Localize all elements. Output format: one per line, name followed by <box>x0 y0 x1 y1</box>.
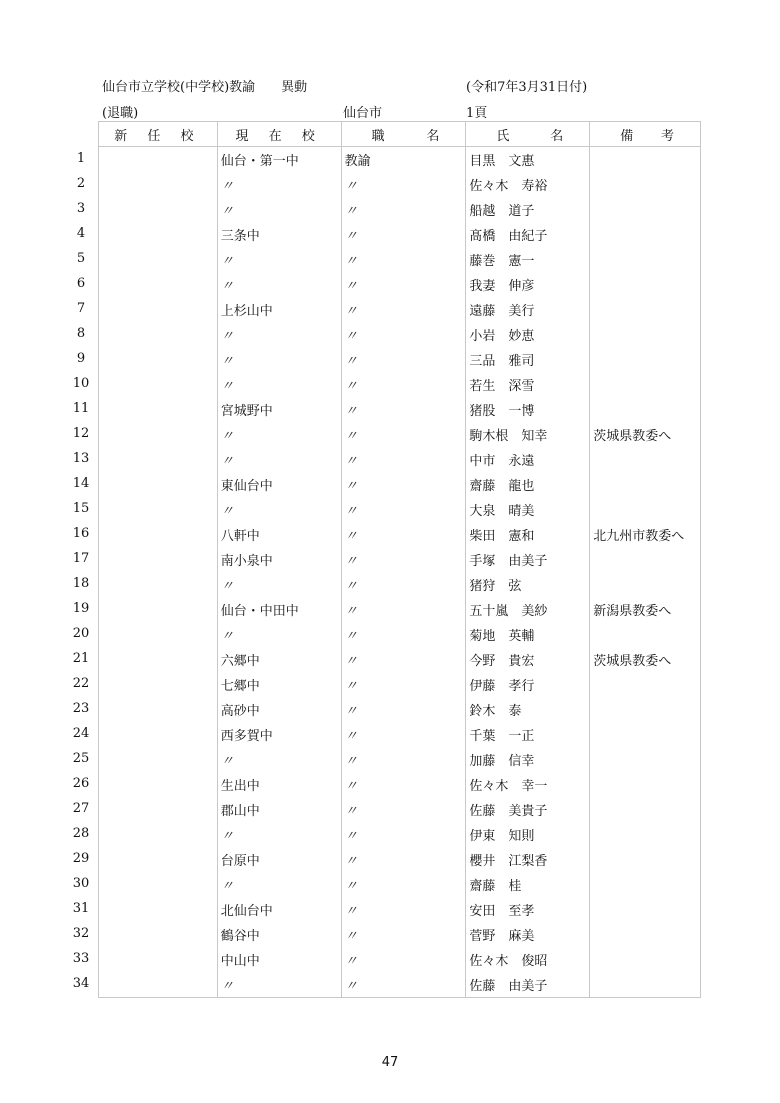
table-row <box>99 572 701 597</box>
row-number: 33 <box>72 951 90 966</box>
page-number: 47 <box>381 1055 399 1070</box>
cell-remarks <box>590 472 701 497</box>
cell-remarks <box>590 547 701 572</box>
cell-position: 〃 <box>341 972 466 998</box>
cell-current-school: 上杉山中 <box>217 297 341 322</box>
table-row <box>99 972 701 998</box>
cell-name: 我妻 伸彦 <box>466 272 590 297</box>
cell-name: 鈴木 泰 <box>466 697 590 722</box>
cell-name: 大泉 晴美 <box>466 497 590 522</box>
cell-new-school <box>99 397 218 422</box>
cell-position: 〃 <box>341 622 466 647</box>
cell-current-school: 〃 <box>217 447 341 472</box>
row-number: 34 <box>72 976 90 991</box>
cell-remarks <box>590 672 701 697</box>
cell-position: 〃 <box>341 372 466 397</box>
table-row <box>99 147 701 173</box>
cell-current-school: 〃 <box>217 622 341 647</box>
cell-position: 〃 <box>341 772 466 797</box>
row-number: 22 <box>72 676 90 691</box>
table-row <box>99 747 701 772</box>
cell-name: 安田 至孝 <box>466 897 590 922</box>
cell-name: 菅野 麻美 <box>466 922 590 947</box>
row-number: 24 <box>72 726 90 741</box>
cell-current-school: 東仙台中 <box>217 472 341 497</box>
cell-name: 櫻井 江梨香 <box>466 847 590 872</box>
row-number: 28 <box>72 826 90 841</box>
table-row <box>99 922 701 947</box>
cell-remarks <box>590 447 701 472</box>
row-number: 25 <box>72 751 90 766</box>
cell-remarks <box>590 172 701 197</box>
cell-current-school: 台原中 <box>217 847 341 872</box>
row-number: 8 <box>76 326 86 341</box>
cell-new-school <box>99 247 218 272</box>
cell-position: 〃 <box>341 222 466 247</box>
cell-current-school: 郡山中 <box>217 797 341 822</box>
cell-name: 船越 道子 <box>466 197 590 222</box>
cell-remarks <box>590 947 701 972</box>
table-row <box>99 722 701 747</box>
cell-remarks <box>590 772 701 797</box>
cell-remarks <box>590 722 701 747</box>
table-row <box>99 447 701 472</box>
cell-remarks <box>590 272 701 297</box>
cell-position: 〃 <box>341 347 466 372</box>
row-number: 19 <box>72 601 90 616</box>
cell-current-school: 〃 <box>217 872 341 897</box>
row-number: 1 <box>76 151 86 166</box>
cell-position: 〃 <box>341 297 466 322</box>
cell-current-school: 〃 <box>217 422 341 447</box>
cell-new-school <box>99 472 218 497</box>
cell-name: 佐々木 俊昭 <box>466 947 590 972</box>
table-row <box>99 847 701 872</box>
table-row <box>99 547 701 572</box>
title-main: 仙台市立学校(中学校)教諭 <box>102 80 256 95</box>
table-row <box>99 197 701 222</box>
cell-name: 猪股 一博 <box>466 397 590 422</box>
cell-current-school: 高砂中 <box>217 697 341 722</box>
table-row <box>99 697 701 722</box>
cell-position: 〃 <box>341 197 466 222</box>
row-numbers <box>68 146 94 996</box>
cell-current-school: 〃 <box>217 972 341 998</box>
cell-new-school <box>99 372 218 397</box>
cell-current-school: 〃 <box>217 197 341 222</box>
table-row <box>99 597 701 622</box>
cell-new-school <box>99 272 218 297</box>
cell-remarks <box>590 322 701 347</box>
table-row <box>99 172 701 197</box>
document-title <box>102 76 307 95</box>
cell-position: 教諭 <box>341 147 466 173</box>
cell-remarks: 北九州市教委へ <box>590 522 701 547</box>
cell-current-school: 七郷中 <box>217 672 341 697</box>
table-row <box>99 947 701 972</box>
cell-name: 佐々木 幸一 <box>466 772 590 797</box>
cell-remarks: 茨城県教委へ <box>590 647 701 672</box>
cell-name: 佐々木 寿裕 <box>466 172 590 197</box>
page-label: 1頁 <box>466 106 488 121</box>
table-row <box>99 772 701 797</box>
cell-name: 中市 永遠 <box>466 447 590 472</box>
table-row <box>99 822 701 847</box>
cell-new-school <box>99 922 218 947</box>
row-number: 15 <box>72 501 90 516</box>
table-row <box>99 397 701 422</box>
cell-position: 〃 <box>341 847 466 872</box>
cell-current-school: 生出中 <box>217 772 341 797</box>
cell-position: 〃 <box>341 897 466 922</box>
cell-current-school: 〃 <box>217 247 341 272</box>
table-row <box>99 497 701 522</box>
cell-name: 柴田 憲和 <box>466 522 590 547</box>
cell-name: 小岩 妙恵 <box>466 322 590 347</box>
cell-current-school: 西多賀中 <box>217 722 341 747</box>
cell-position: 〃 <box>341 322 466 347</box>
cell-remarks <box>590 797 701 822</box>
cell-new-school <box>99 697 218 722</box>
table-row <box>99 872 701 897</box>
cell-remarks: 茨城県教委へ <box>590 422 701 447</box>
cell-new-school <box>99 522 218 547</box>
cell-position: 〃 <box>341 272 466 297</box>
table-row <box>99 272 701 297</box>
cell-remarks <box>590 847 701 872</box>
cell-name: 五十嵐 美紗 <box>466 597 590 622</box>
cell-position: 〃 <box>341 522 466 547</box>
cell-current-school: 仙台・第一中 <box>217 147 341 173</box>
cell-name: 目黒 文惠 <box>466 147 590 173</box>
cell-position: 〃 <box>341 872 466 897</box>
cell-new-school <box>99 172 218 197</box>
cell-new-school <box>99 622 218 647</box>
cell-new-school <box>99 847 218 872</box>
cell-current-school: 仙台・中田中 <box>217 597 341 622</box>
cell-name: 齋藤 龍也 <box>466 472 590 497</box>
cell-current-school: 六郷中 <box>217 647 341 672</box>
table-row <box>99 647 701 672</box>
cell-remarks <box>590 247 701 272</box>
cell-new-school <box>99 597 218 622</box>
cell-name: 伊藤 孝行 <box>466 672 590 697</box>
cell-remarks <box>590 347 701 372</box>
cell-current-school: 三条中 <box>217 222 341 247</box>
table-row <box>99 422 701 447</box>
cell-remarks <box>590 497 701 522</box>
cell-current-school: 〃 <box>217 272 341 297</box>
table-row <box>99 672 701 697</box>
cell-remarks <box>590 197 701 222</box>
cell-name: 藤巻 憲一 <box>466 247 590 272</box>
row-number: 4 <box>76 226 86 241</box>
row-number: 12 <box>72 426 90 441</box>
effective-date: (令和7年3月31日付) <box>466 80 588 95</box>
table-row <box>99 222 701 247</box>
row-number: 10 <box>72 376 90 391</box>
cell-remarks <box>590 747 701 772</box>
cell-new-school <box>99 722 218 747</box>
table-row <box>99 247 701 272</box>
cell-name: 菊地 英輔 <box>466 622 590 647</box>
cell-current-school: 〃 <box>217 822 341 847</box>
table-row <box>99 297 701 322</box>
cell-current-school: 〃 <box>217 572 341 597</box>
row-number: 29 <box>72 851 90 866</box>
cell-name: 佐藤 由美子 <box>466 972 590 998</box>
cell-position: 〃 <box>341 597 466 622</box>
row-number: 20 <box>72 626 90 641</box>
cell-name: 佐藤 美貴子 <box>466 797 590 822</box>
header-name: 氏 名 <box>466 122 590 147</box>
cell-name: 若生 深雪 <box>466 372 590 397</box>
cell-position: 〃 <box>341 447 466 472</box>
cell-current-school: 中山中 <box>217 947 341 972</box>
cell-remarks <box>590 147 701 173</box>
row-number: 5 <box>76 251 86 266</box>
cell-position: 〃 <box>341 397 466 422</box>
cell-position: 〃 <box>341 947 466 972</box>
row-number: 31 <box>72 901 90 916</box>
cell-new-school <box>99 347 218 372</box>
cell-new-school <box>99 197 218 222</box>
cell-remarks <box>590 697 701 722</box>
row-number: 32 <box>72 926 90 941</box>
cell-current-school: 〃 <box>217 372 341 397</box>
row-number: 18 <box>72 576 90 591</box>
cell-position: 〃 <box>341 922 466 947</box>
row-number: 17 <box>72 551 90 566</box>
cell-new-school <box>99 822 218 847</box>
table-row <box>99 797 701 822</box>
cell-position: 〃 <box>341 797 466 822</box>
table-row <box>99 522 701 547</box>
cell-current-school: 〃 <box>217 497 341 522</box>
cell-current-school: 〃 <box>217 347 341 372</box>
cell-remarks <box>590 872 701 897</box>
cell-position: 〃 <box>341 247 466 272</box>
row-number: 26 <box>72 776 90 791</box>
header-current-school: 現 在 校 <box>217 122 341 147</box>
cell-remarks <box>590 222 701 247</box>
cell-new-school <box>99 572 218 597</box>
cell-new-school <box>99 322 218 347</box>
cell-name: 髙橋 由紀子 <box>466 222 590 247</box>
table-header-row <box>99 122 701 147</box>
cell-new-school <box>99 297 218 322</box>
cell-new-school <box>99 872 218 897</box>
cell-current-school: 八軒中 <box>217 522 341 547</box>
cell-remarks <box>590 922 701 947</box>
cell-position: 〃 <box>341 497 466 522</box>
row-number: 6 <box>76 276 86 291</box>
cell-remarks <box>590 297 701 322</box>
table-row <box>99 372 701 397</box>
row-number: 7 <box>76 301 86 316</box>
cell-current-school: 〃 <box>217 747 341 772</box>
cell-name: 遠藤 美行 <box>466 297 590 322</box>
cell-position: 〃 <box>341 172 466 197</box>
cell-name: 齋藤 桂 <box>466 872 590 897</box>
row-number: 14 <box>72 476 90 491</box>
cell-name: 猪狩 弦 <box>466 572 590 597</box>
cell-new-school <box>99 672 218 697</box>
cell-remarks <box>590 897 701 922</box>
cell-current-school: 鶴谷中 <box>217 922 341 947</box>
cell-remarks: 新潟県教委へ <box>590 597 701 622</box>
cell-new-school <box>99 897 218 922</box>
row-number: 27 <box>72 801 90 816</box>
cell-new-school <box>99 422 218 447</box>
cell-new-school <box>99 222 218 247</box>
row-number: 2 <box>76 176 86 191</box>
cell-position: 〃 <box>341 672 466 697</box>
row-number: 21 <box>72 651 90 666</box>
cell-name: 三品 雅司 <box>466 347 590 372</box>
cell-current-school: 宮城野中 <box>217 397 341 422</box>
cell-new-school <box>99 147 218 173</box>
cell-remarks <box>590 572 701 597</box>
cell-name: 駒木根 知幸 <box>466 422 590 447</box>
category-label: (退職) <box>102 106 139 121</box>
row-number: 30 <box>72 876 90 891</box>
cell-current-school: 南小泉中 <box>217 547 341 572</box>
cell-remarks <box>590 972 701 998</box>
cell-position: 〃 <box>341 747 466 772</box>
cell-new-school <box>99 947 218 972</box>
cell-name: 千葉 一正 <box>466 722 590 747</box>
cell-current-school: 〃 <box>217 172 341 197</box>
row-number: 16 <box>72 526 90 541</box>
cell-name: 今野 貴宏 <box>466 647 590 672</box>
cell-new-school <box>99 747 218 772</box>
cell-position: 〃 <box>341 697 466 722</box>
cell-new-school <box>99 447 218 472</box>
header-position: 職 名 <box>341 122 466 147</box>
table-row <box>99 347 701 372</box>
row-number: 3 <box>76 201 86 216</box>
table-row <box>99 322 701 347</box>
row-number: 11 <box>72 401 90 416</box>
cell-current-school: 北仙台中 <box>217 897 341 922</box>
table-row <box>99 622 701 647</box>
cell-position: 〃 <box>341 647 466 672</box>
cell-remarks <box>590 622 701 647</box>
cell-new-school <box>99 797 218 822</box>
header-remarks: 備 考 <box>590 122 701 147</box>
cell-remarks <box>590 372 701 397</box>
row-number: 9 <box>76 351 86 366</box>
personnel-table <box>98 121 701 998</box>
city-label: 仙台市 <box>343 106 383 121</box>
table-row <box>99 897 701 922</box>
row-number: 13 <box>72 451 90 466</box>
cell-new-school <box>99 772 218 797</box>
cell-name: 手塚 由美子 <box>466 547 590 572</box>
cell-position: 〃 <box>341 422 466 447</box>
cell-new-school <box>99 647 218 672</box>
cell-remarks <box>590 822 701 847</box>
cell-new-school <box>99 972 218 998</box>
cell-position: 〃 <box>341 722 466 747</box>
row-number: 23 <box>72 701 90 716</box>
cell-current-school: 〃 <box>217 322 341 347</box>
header-new-school: 新 任 校 <box>99 122 218 147</box>
cell-new-school <box>99 497 218 522</box>
cell-position: 〃 <box>341 472 466 497</box>
cell-position: 〃 <box>341 822 466 847</box>
title-sub: 異動 <box>281 80 308 95</box>
cell-name: 加藤 信幸 <box>466 747 590 772</box>
cell-position: 〃 <box>341 547 466 572</box>
cell-new-school <box>99 547 218 572</box>
cell-remarks <box>590 397 701 422</box>
cell-position: 〃 <box>341 572 466 597</box>
table-body <box>99 147 701 998</box>
table-row <box>99 472 701 497</box>
cell-name: 伊東 知則 <box>466 822 590 847</box>
